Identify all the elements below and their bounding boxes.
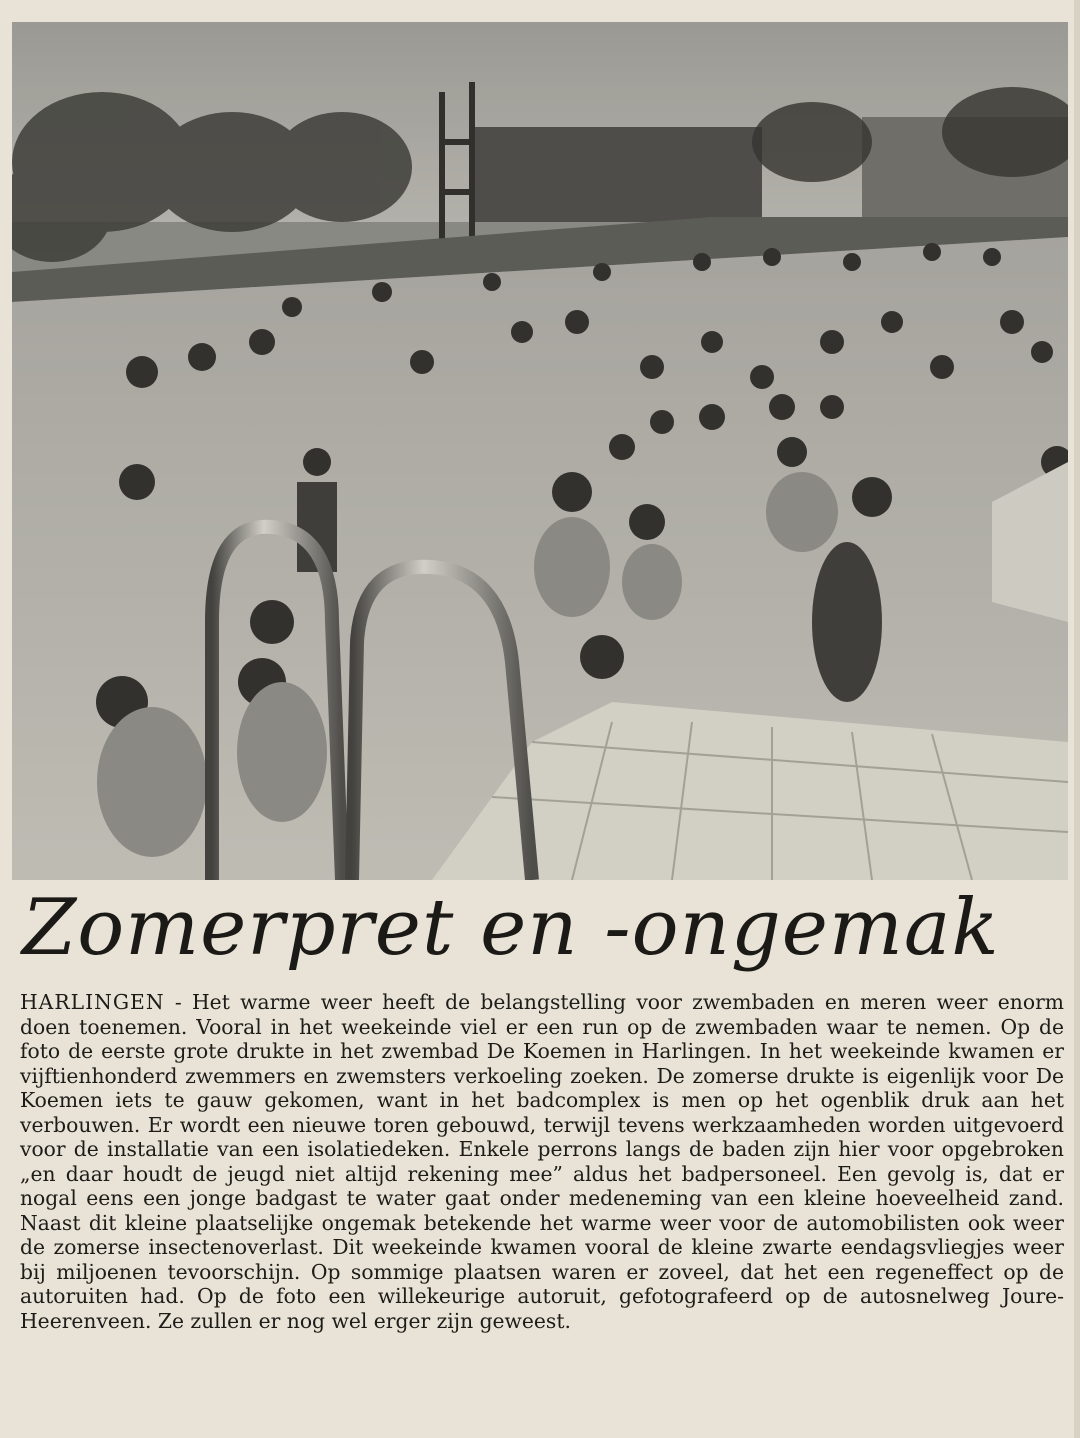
article-headline: Zomerpret en -ongemak: [22, 883, 1000, 973]
article-body-text: - Het warme weer heeft de belangstelling voor zwembaden en meren weer enorm doen toenemen. Vooral in het weekeinde viel er een run op de zwembaden waar te nemen. Op de foto de eerste grote drukte in het zwembad De Koemen in Harlingen. In het weekeinde kwamen er vijftienhonderd zwemmers en zwemsters verkoeling zoeken. De zomerse drukte is eigenlijk voor De Koemen iets te gauw gekomen, want in het badcomplex is men op het ogenblik druk aan het verbouwen. Er wordt een nieuwe toren gebouwd, terwijl tevens werkzaamheden worden uitgevoerd voor de installatie van een isolatiedeken. Enkele perrons langs de baden zijn hier voor opgebroken „en daar houdt de jeugd niet altijd rekening mee” aldus het badpersoneel. Een gevolg is, dat er nogal eens een jonge badgast te water gaat onder medeneming van een kleine hoeveelheid zand. Naast dit kleine plaatselijke ongemak betekende het warme weer voor de automobilisten ook weer de zomerse insectenoverlast. Dit weekeinde kwamen vooral de kleine zwarte eendagsvliegjes weer bij miljoenen tevoorschijn. Op sommige plaatsen waren er zoveel, dat het een regeneffect op de autoruiten had. Op de foto een willekeurige autoruit, gefotografeerd op de autosnelweg Joure-Heerenveen. Ze zullen er nog wel erger zijn geweest.: [20, 990, 1064, 1333]
swimming-pool-photo: [12, 22, 1068, 880]
article-dateline: HARLINGEN: [20, 990, 165, 1014]
article-body: [20, 990, 1064, 1333]
photo-illustration: [12, 22, 1068, 880]
